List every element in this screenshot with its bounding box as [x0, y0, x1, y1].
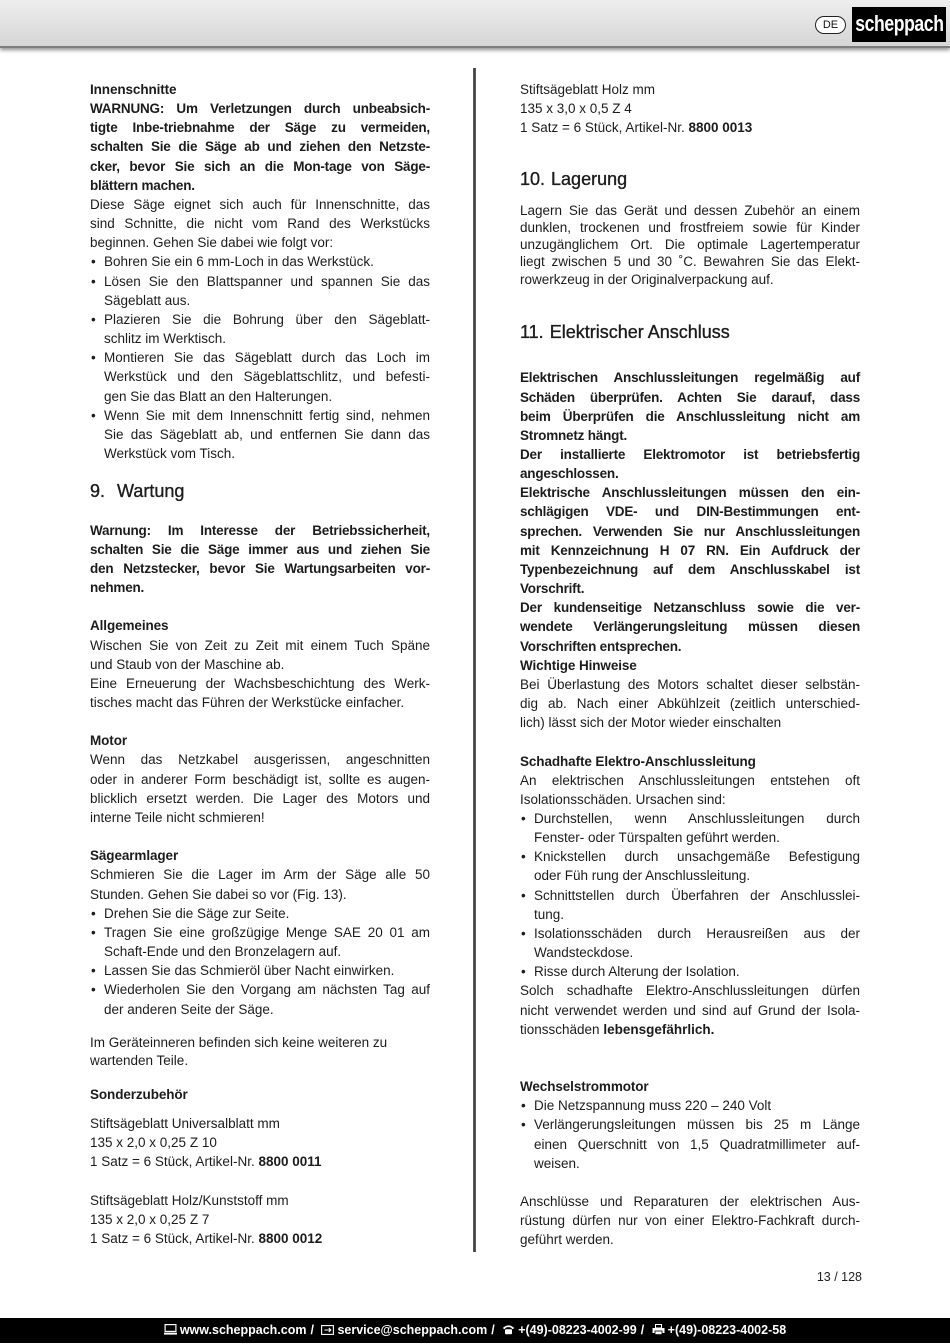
section-title-saegearmlager: Sägearmlager [90, 848, 179, 864]
text-line: Elektrischen Anschlussleitungen regelmäßig auf [520, 370, 860, 386]
innenschnitte-steps [90, 252, 430, 463]
text-line: Diese Säge eignet sich auch für Innenschnitte, das [90, 196, 430, 212]
text-line: Stunden. Gehen Sie dabei so vor (Fig. 13). [90, 886, 347, 902]
text-line: Lagern Sie das Gerät und dessen Zubehör an einem [520, 202, 860, 218]
footer-separator: / [640, 1323, 645, 1337]
list-item-text [534, 847, 860, 885]
text-line: schalten Sie die Säge immer aus und ziehen Sie [90, 541, 430, 557]
text-line: Werkstück und den Sägeblattschlitz, und befesti- [104, 369, 430, 385]
text-line: Montieren Sie das Sägeblatt durch das Loch im [104, 350, 430, 366]
list-item [90, 980, 430, 1018]
accessory-size: 135 x 2,0 x 0,25 Z 7 [90, 1211, 210, 1227]
accessory-article [90, 1229, 430, 1248]
text-line: wartenden Teile. [90, 1052, 189, 1068]
bullet-icon: • [91, 254, 96, 270]
mail-icon [321, 1319, 334, 1344]
brand-logo [852, 7, 946, 42]
text-line: Vorschriften entsprechen. [520, 638, 682, 654]
text-line: Stromnetz hängt. [520, 427, 628, 443]
section-title-allgemeines: Allgemeines [90, 618, 169, 634]
fax-icon [652, 1319, 665, 1344]
text-line: Drehen Sie die Säge zur Seite. [104, 905, 290, 921]
text-line: blättern machen. [90, 177, 195, 193]
text-line: Schaft-Ende und den Bronzelagern auf. [104, 944, 342, 960]
text-line: Die Netzspannung muss 220 – 240 Volt [534, 1098, 772, 1114]
text-line: Wischen Sie von Zeit zu Zeit mit einem Tuch Späne [90, 637, 430, 653]
wartung-note [90, 1034, 430, 1070]
list-item-text [104, 348, 430, 405]
heading-number: 9. [90, 481, 106, 502]
section-title-wechselstrommotor: Wechselstrommotor [520, 1079, 649, 1095]
list-item-text [104, 980, 430, 1018]
text-line: Elektrische Anschlussleitungen müssen den ein- [520, 485, 860, 501]
heading-wartung [90, 482, 430, 501]
text-line: Lassen Sie das Schmieröl über Nacht einwirken. [104, 963, 395, 979]
bullet-icon: • [521, 887, 526, 903]
text-line: beim Überprüfen die Anschlussleitung nicht am [520, 408, 860, 424]
text-line: schalten Sie die Säge ab und ziehen den Netzste- [90, 139, 430, 155]
text-line: dig ab. Nach einer Abkühlzeit (zeitlich unterschied- [520, 696, 860, 712]
wechselstrom-items [520, 1096, 860, 1173]
schadhaft-intro [520, 771, 860, 809]
left-column [90, 80, 430, 1248]
text-line: Tragen Sie eine großzügige Menge SAE 20 01 am [104, 924, 430, 940]
bullet-icon: • [91, 905, 96, 921]
text-line: An elektrischen Anschlussleitungen entstehen oft [520, 772, 860, 788]
text-line: Wiederholen Sie den Vorgang am nächsten Tag auf [104, 982, 430, 998]
innenschnitte-warning [90, 99, 430, 195]
heading-elektrischer-anschluss [520, 322, 860, 342]
accessory-article [90, 1152, 430, 1171]
bullet-icon: • [521, 925, 526, 941]
anschluss-final-paragraph [520, 1192, 860, 1249]
footer-fax: +(49)-08223-4002-58 [667, 1323, 787, 1337]
saegearmlager-steps [90, 904, 430, 1019]
text-line: und Staub von der Maschine ab. [90, 656, 285, 672]
anschluss-warning-1 [520, 368, 860, 445]
text-line: Schnittstellen durch Überfahren der Anschlusslei- [534, 887, 860, 903]
accessory-item [90, 1191, 430, 1248]
text-line: geführt werden. [520, 1232, 614, 1248]
text-line: Sie das Sägeblatt ab, und entfernen Sie dann das [104, 426, 430, 442]
bullet-icon: • [91, 273, 96, 289]
accessory-article [520, 118, 860, 137]
bullet-icon: • [521, 1117, 526, 1133]
text-line: Schäden überprüfen. Achten Sie darauf, dass [520, 389, 860, 405]
allgemeines-paragraph-1 [90, 636, 430, 674]
text-line: rüstung dürfen nur von einer Elektro-Fachkraft durch- [520, 1213, 860, 1229]
schadhaft-conclusion-lines [520, 981, 860, 1019]
list-item-text [104, 406, 430, 463]
conclusion-prefix: tionsschäden [520, 1021, 600, 1037]
text-line: einen Querschnitt von 1,5 Quadratmillimeter auf- [534, 1136, 860, 1152]
text-line: mit Kennzeichnung H 07 RN. Ein Aufdruck der [520, 542, 860, 558]
list-item [90, 923, 430, 961]
hinweise-paragraph [520, 675, 860, 732]
text-line: schlägigen VDE- und DIN-Bestimmungen ent- [520, 504, 860, 520]
bullet-icon: • [521, 964, 526, 980]
section-title-schadhafte-leitung: Schadhafte Elektro-Anschlussleitung [520, 753, 756, 769]
heading-number: 10. [520, 169, 546, 190]
list-item-text [534, 924, 860, 962]
anschluss-warning-4 [520, 598, 860, 655]
heading-lagerung [520, 169, 860, 189]
list-item-text [104, 252, 430, 271]
text-line: Fenster- oder Türspalten geführt werden. [534, 830, 780, 846]
list-item-text [104, 923, 430, 961]
lagerung-paragraph [520, 202, 860, 288]
text-line: Warnung: Im Interesse der Betriebssicherheit, [90, 522, 430, 538]
list-item [520, 809, 860, 847]
text-line: WARNUNG: Um Verletzungen durch unbeabsich- [90, 101, 430, 117]
phone-icon [502, 1319, 515, 1344]
text-line: rowerkzeug in der Originalverpackung auf. [520, 271, 774, 287]
brand-logo-text: scheppach [855, 11, 944, 36]
footer-phone: +(49)-08223-4002-99 [518, 1323, 637, 1337]
text-line: Verlängerungsleitungen müssen bis 25 m Länge [534, 1117, 860, 1133]
accessory-set-label: 1 Satz = 6 Stück, Artikel-Nr. [90, 1231, 255, 1247]
text-line: oder Füh rung der Anschlussleitung. [534, 868, 751, 884]
list-item [90, 252, 430, 271]
text-line: schlitz im Werktisch. [104, 331, 227, 347]
list-item [520, 1115, 860, 1172]
list-item [520, 886, 860, 924]
text-line: Bei Überlastung des Motors schaltet dieser selbstän- [520, 676, 860, 692]
text-line: Wenn das Netzkabel ausgerissen, angeschnitten [90, 752, 430, 768]
list-item-text [534, 1115, 860, 1172]
text-line: Durchstellen, wenn Anschlussleitungen durch [534, 810, 860, 826]
heading-title: Wartung [117, 481, 185, 502]
text-line: Anschlüsse und Reparaturen der elektrischen Aus- [520, 1194, 860, 1210]
bullet-icon: • [91, 963, 96, 979]
innenschnitte-intro [90, 195, 430, 252]
schadhaft-conclusion [520, 981, 860, 1038]
footer-bar [0, 1318, 950, 1343]
text-line: liegt zwischen 5 und 30 ˚C. Bewahren Sie das Elekt- [520, 254, 860, 270]
list-item [90, 961, 430, 980]
text-line: Knickstellen durch unsachgemäße Befestigung [534, 849, 860, 865]
accessory-set-label: 1 Satz = 6 Stück, Artikel-Nr. [90, 1154, 255, 1170]
text-line: lich) lässt sich der Motor wieder einschalten [520, 715, 782, 731]
list-item-text [104, 904, 430, 923]
list-item-text [104, 310, 430, 348]
list-item [520, 962, 860, 981]
anschluss-warning-3 [520, 483, 860, 598]
text-line: Im Geräteinneren befinden sich keine weiteren zu [90, 1034, 388, 1050]
language-badge: DE [815, 16, 846, 34]
text-line: cker, bevor Sie sich an die Mon-tage von Säge- [90, 158, 430, 174]
saegearmlager-paragraph [90, 865, 430, 903]
list-item-text [104, 272, 430, 310]
wartung-warning [90, 521, 430, 598]
accessory-name: Stiftsägeblatt Universalblatt mm [90, 1116, 280, 1132]
text-line: Werkstück vom Tisch. [104, 445, 236, 461]
text-line: Vorschrift. [520, 581, 585, 597]
text-line: beginnen. Gehen Sie dabei wie folgt vor: [90, 235, 334, 251]
text-line: dunklen, trockenen und frostfreiem sowie für Kinder [520, 220, 860, 236]
text-line: Plazieren Sie die Bohrung über den Sägeblatt- [104, 311, 430, 327]
text-line: oder in anderer Form beschädigt ist, sollte es augen- [90, 771, 430, 787]
text-line: Der kundenseitige Netzanschluss sowie die ver- [520, 600, 860, 616]
text-line: Lösen Sie den Blattspanner und spannen Sie das [104, 273, 430, 289]
accessory-item [520, 80, 860, 137]
computer-icon [164, 1319, 177, 1344]
accessory-name: Stiftsägeblatt Holz/Kunststoff mm [90, 1192, 289, 1208]
heading-number: 11. [520, 321, 544, 342]
accessory-item [90, 1114, 430, 1171]
motor-paragraph [90, 750, 430, 827]
text-line: der anderen Seite der Säge. [104, 1001, 274, 1017]
list-item-text [534, 1096, 860, 1115]
text-line: wendete Verlängerungsleitung müssen diesen [520, 619, 860, 635]
footer-email-link[interactable]: service@scheppach.com [337, 1323, 488, 1337]
list-item [90, 272, 430, 310]
text-line: tigte Inbe-triebnahme der Säge zu vermeiden, [90, 120, 430, 136]
text-line: weisen. [534, 1155, 580, 1171]
bullet-icon: • [91, 407, 96, 423]
text-line: Sägeblatt aus. [104, 292, 191, 308]
section-title-wichtige-hinweise: Wichtige Hinweise [520, 657, 637, 673]
section-title-innenschnitte: Innenschnitte [90, 82, 177, 97]
schadhaft-causes [520, 809, 860, 981]
footer-website-link[interactable]: www.scheppach.com [179, 1323, 307, 1337]
list-item [90, 904, 430, 923]
accessory-article-number: 8800 0012 [258, 1231, 323, 1247]
accessory-article-number: 8800 0013 [688, 120, 753, 136]
text-line: tisches macht das Führen der Werkstücke einfacher. [90, 695, 405, 710]
column-divider [473, 68, 476, 1252]
text-line: Bohren Sie ein 6 mm-Loch in das Werkstück. [104, 254, 374, 270]
text-line: sprechen. Verwenden Sie nur Anschlussleitungen [520, 523, 860, 539]
text-line: Isolationsschäden durch Herausreißen aus der [534, 925, 860, 941]
conclusion-emphasis: lebensgefährlich. [603, 1021, 715, 1037]
text-line: Wenn Sie mit dem Innenschnitt fertig sind, nehmen [104, 407, 430, 423]
bullet-icon: • [91, 311, 96, 327]
list-item-text [104, 961, 430, 980]
text-line: Eine Erneuerung der Wachsbeschichtung des Werk- [90, 675, 430, 691]
heading-title: Lagerung [551, 169, 628, 190]
text-line: Schmieren Sie die Lager im Arm der Säge alle 50 [90, 867, 430, 883]
list-item [90, 348, 430, 405]
list-item-text [534, 962, 860, 981]
anschluss-warning-2 [520, 445, 860, 483]
bullet-icon: • [91, 982, 96, 998]
accessory-set-label: 1 Satz = 6 Stück, Artikel-Nr. [520, 120, 685, 136]
text-line: Der installierte Elektromotor ist betriebsfertig [520, 447, 860, 462]
text-line: Solch schadhafte Elektro-Anschlussleitungen dürfen [520, 983, 860, 999]
bullet-icon: • [521, 849, 526, 865]
text-line: Isolationsschäden. Ursachen sind: [520, 791, 726, 807]
bullet-icon: • [91, 924, 96, 940]
header-bar [0, 0, 950, 48]
bullet-icon: • [521, 810, 526, 826]
list-item-text [534, 809, 860, 847]
list-item [520, 924, 860, 962]
heading-title: Elektrischer Anschluss [549, 321, 730, 342]
list-item [90, 406, 430, 463]
bullet-icon: • [91, 350, 96, 366]
list-item-text [534, 886, 860, 924]
text-line: interne Teile nicht schmieren! [90, 809, 265, 825]
text-line: angeschlossen. [520, 466, 619, 482]
footer-separator: / [491, 1323, 495, 1337]
allgemeines-paragraph-2 [90, 674, 430, 712]
text-line: nehmen. [90, 580, 145, 596]
text-line: Typenbezeichnung auf dem Anschlusskabel ist [520, 561, 860, 577]
footer-separator: / [310, 1323, 314, 1337]
section-title-motor: Motor [90, 733, 127, 749]
accessory-size: 135 x 3,0 x 0,5 Z 4 [520, 101, 632, 117]
text-line: nicht verwendet werden und sind auf Grund der Isola- [520, 1002, 860, 1018]
bullet-icon: • [521, 1098, 526, 1114]
section-title-sonderzubehoer: Sonderzubehör [90, 1087, 188, 1103]
accessory-name: Stiftsägeblatt Holz mm [520, 82, 656, 97]
text-line: blicklich ersetzt werden. Die Lager des Motors und [90, 790, 430, 806]
accessory-size: 135 x 2,0 x 0,25 Z 10 [90, 1135, 217, 1151]
text-line: Wandsteckdose. [534, 945, 634, 961]
text-line: gen Sie das Blatt an den Halterungen. [104, 388, 333, 404]
right-column [520, 80, 860, 1250]
text-line: sind Schnitte, die nicht vom Rand des Werkstücks [90, 216, 430, 232]
accessory-article-number: 8800 0011 [258, 1154, 322, 1170]
text-line: unzugänglichem Ort. Die optimale Lagertemperatur [520, 237, 860, 253]
page-number: 13 / 128 [816, 1270, 862, 1284]
text-line: Risse durch Alterung der Isolation. [534, 964, 740, 980]
text-line: tung. [534, 906, 565, 922]
list-item [520, 1096, 860, 1115]
list-item [90, 310, 430, 348]
text-line [520, 1020, 860, 1039]
text-line: den Netzstecker, bevor Sie Wartungsarbeiten vor- [90, 560, 430, 576]
list-item [520, 847, 860, 885]
